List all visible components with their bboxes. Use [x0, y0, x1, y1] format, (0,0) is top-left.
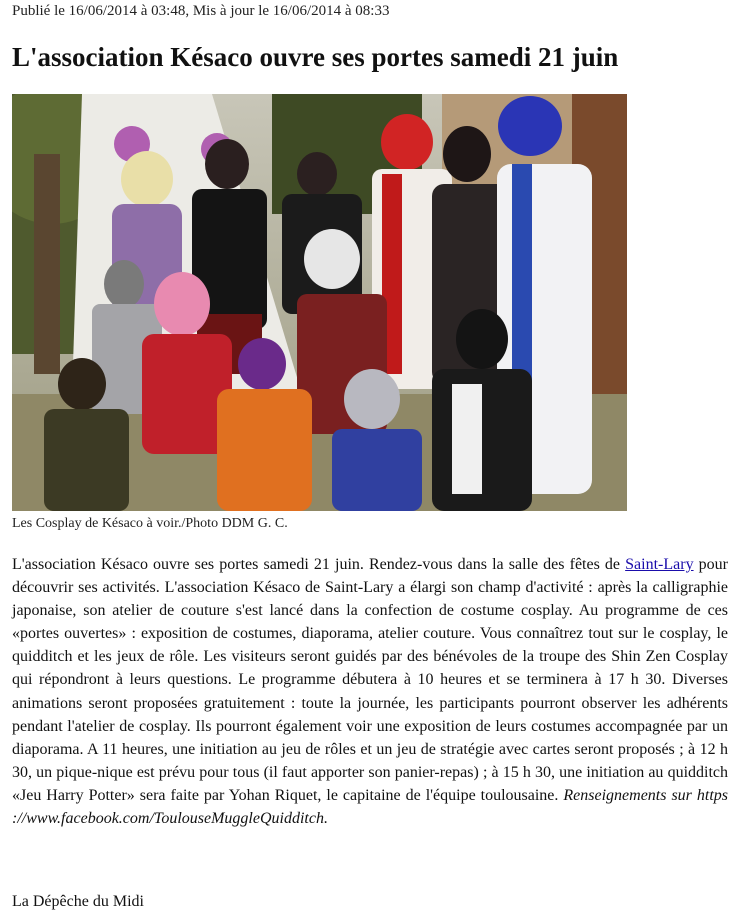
info-text: Renseignements sur https ://www.facebook.com/ToulouseMuggleQuidditch. [12, 786, 728, 828]
article-body [12, 553, 728, 830]
publish-date: Publié le 16/06/2014 à 03:48, Mis à jour le 16/06/2014 à 08:33 [12, 3, 390, 19]
cosplay-group-photo [12, 94, 627, 511]
article-source: La Dépêche du Midi [12, 893, 144, 910]
saint-lary-link[interactable]: Saint-Lary [625, 556, 694, 573]
article-text-main: pour découvrir ses activités. L'association Késaco de Saint-Lary a élargi son champ d'activité : après la calligraphie japonaise, son atelier de couture s'est lancé dans la confection de costume cosplay. Au programme de ces «portes ouvertes» : exposition de costumes, diaporama, atelier couture. Vous connaîtrez tout sur le cosplay, le quidditch et les jeux de rôle. Les visiteurs seront guidés par des bénévoles de la troupe des Shin Zen Cosplay qui répondront à leurs questions. Le programme débutera à 10 heures et se terminera à 17 h 30. Diverses animations seront proposées gratuitement : toute la journée, les participants pourront observer les adhérents pendant l'atelier de cosplay. Ils pourront également voir une exposition de leurs costumes accompagnée par un diaporama. A 11 heures, une initiation au jeu de rôles et un jeu de stratégie avec cartes seront proposés ; à 12 h 30, un pique-nique est prévu pour tous (il faut apporter son panier-repas) ; à 15 h 30, une initiation au quidditch «Jeu Harry Potter» sera faite par Yohan Riquet, le capitaine de l'équipe toulousaine. [12, 556, 728, 804]
article-title: L'association Késaco ouvre ses portes samedi 21 juin [12, 42, 619, 72]
photo-caption: Les Cosplay de Késaco à voir./Photo DDM G. C. [12, 516, 288, 531]
article-photo [12, 94, 627, 511]
article-text-intro: L'association Késaco ouvre ses portes samedi 21 juin. Rendez-vous dans la salle des fêtes de [12, 556, 626, 573]
